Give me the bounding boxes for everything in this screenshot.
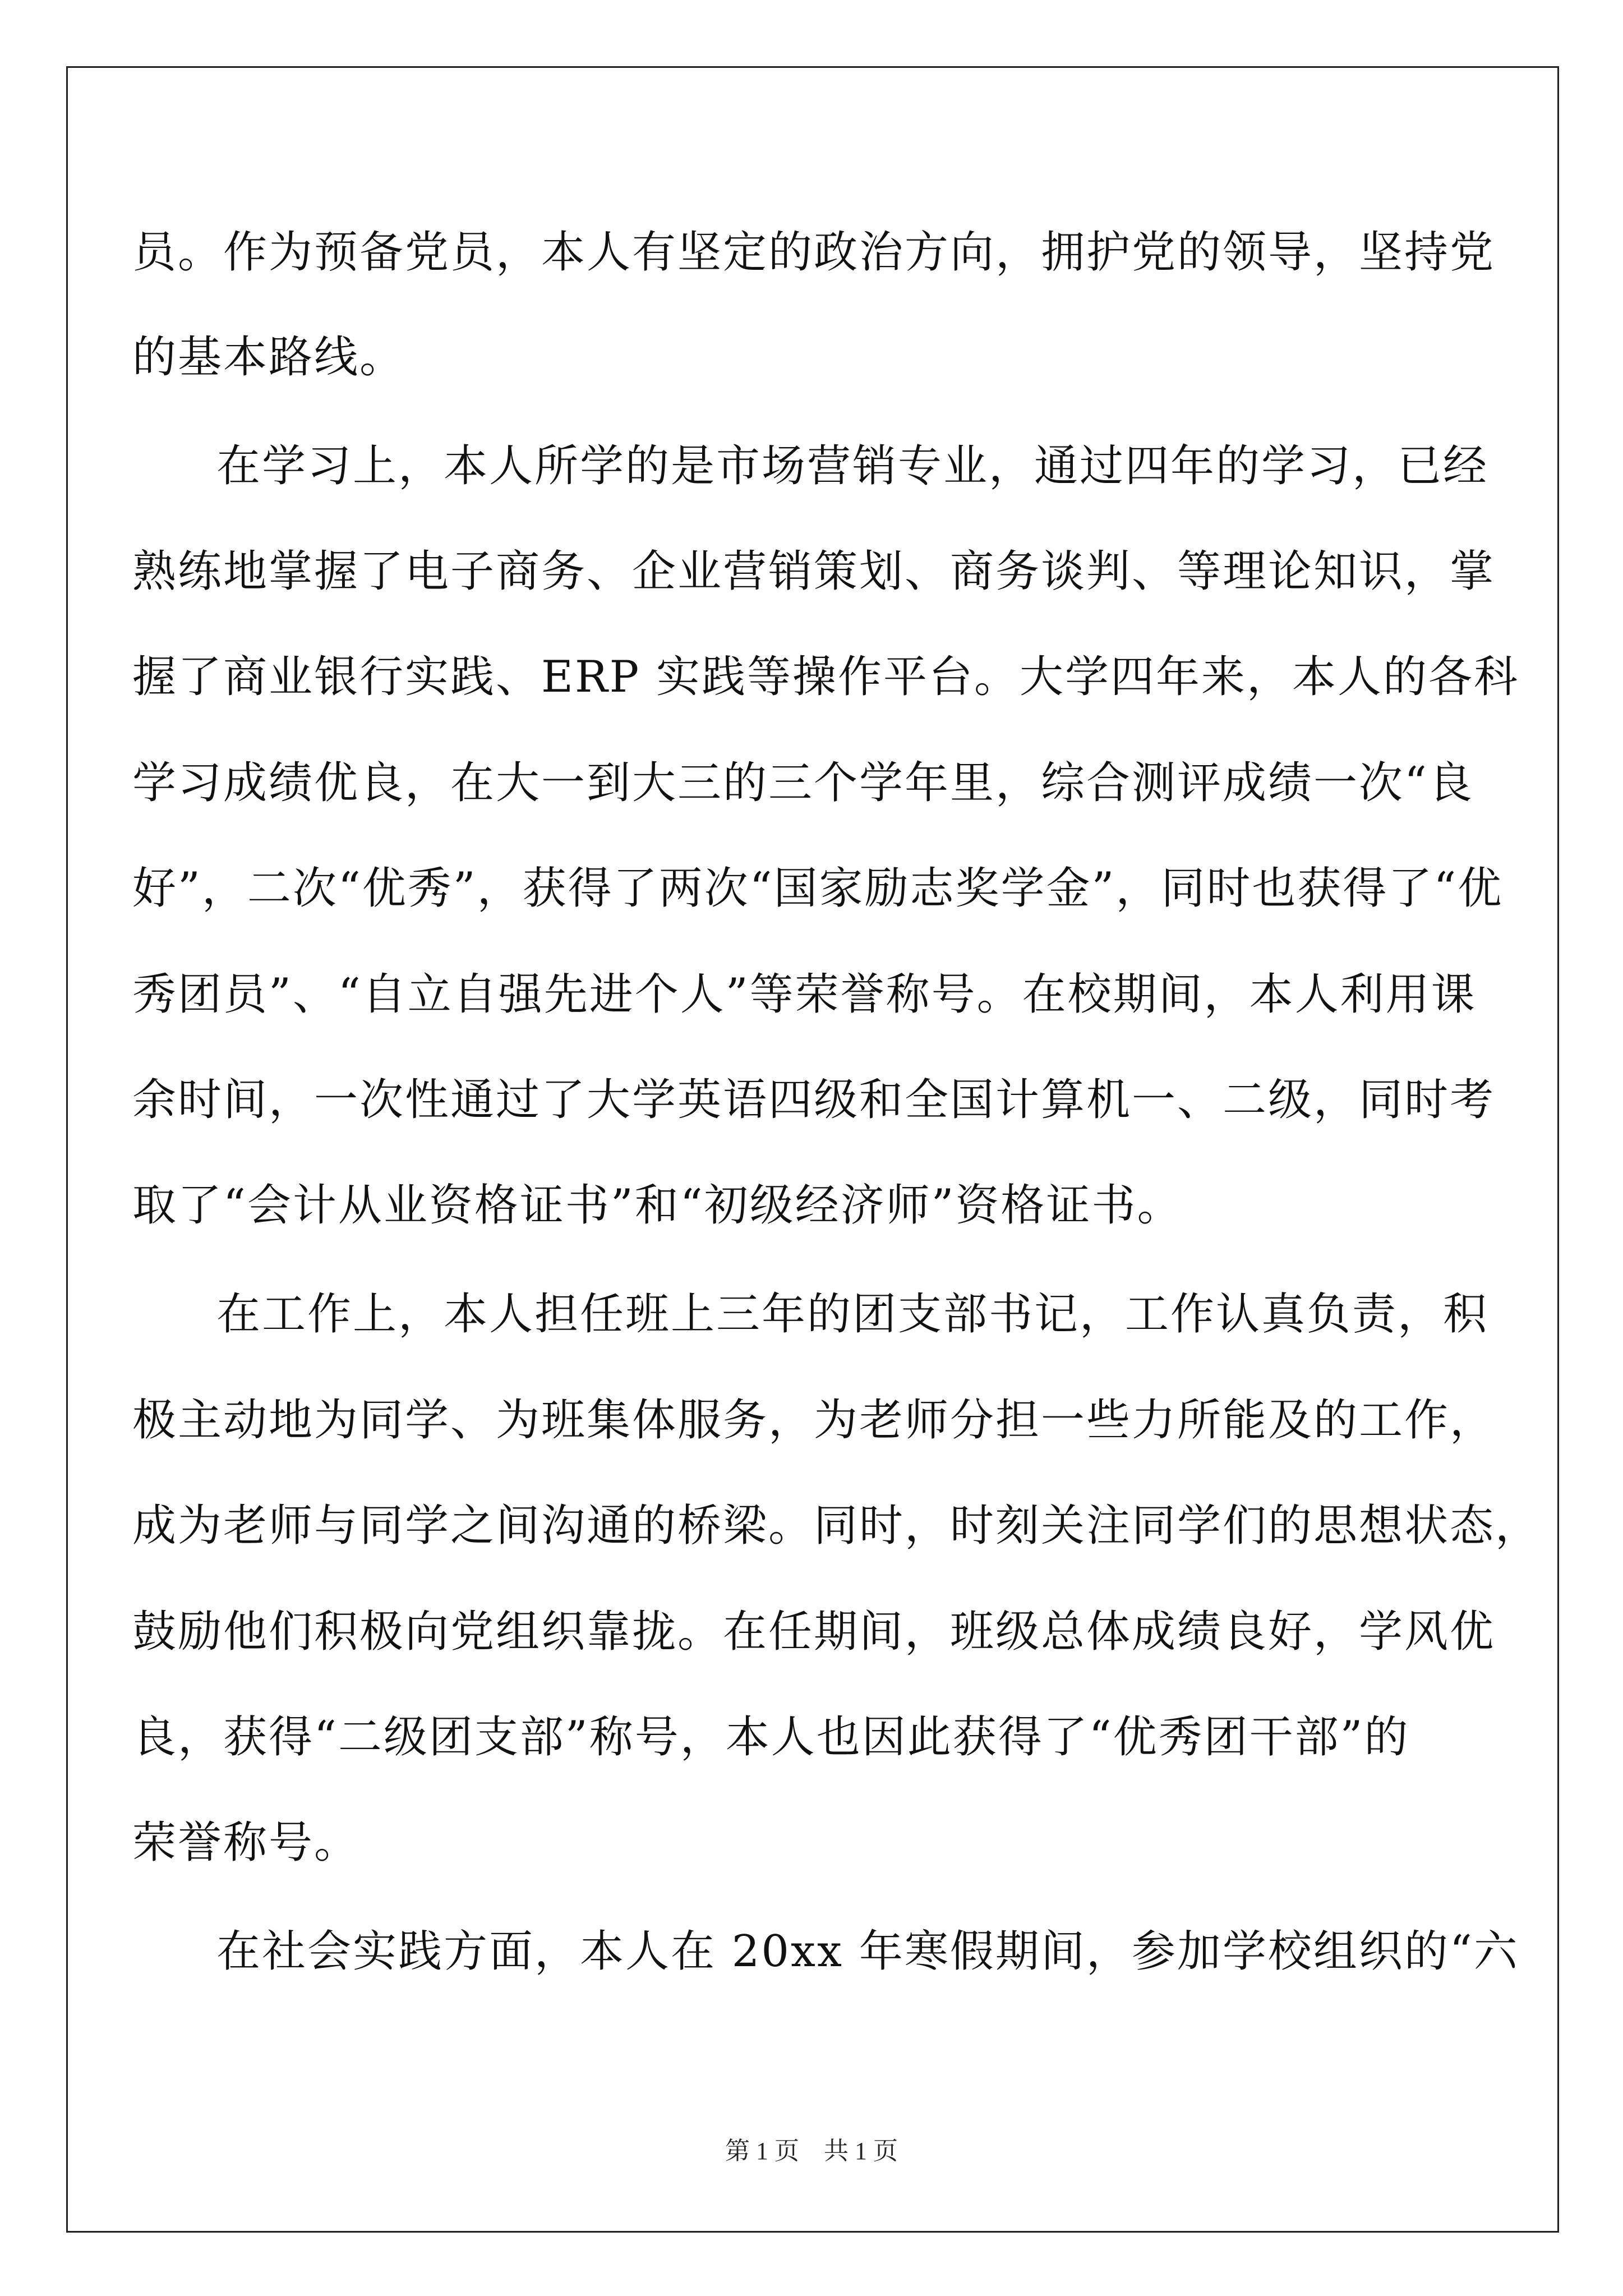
paragraph-start-line: 在工作上，本人担任班上三年的团支部书记，工作认真负责，积 bbox=[216, 1289, 1489, 1340]
page-border bbox=[66, 66, 1559, 2233]
page-number-footer: 第 1 页 共 1 页 bbox=[725, 2137, 898, 2165]
text-line: 学习成绩优良，在大一到大三的三个学年里，综合测评成绩一次“良 bbox=[132, 758, 1474, 808]
text-line: 员。作为预备党员，本人有坚定的政治方向，拥护党的领导，坚持党 bbox=[132, 227, 1496, 278]
text-line: 良，获得“二级团支部”称号，本人也因此获得了“优秀团干部”的 bbox=[132, 1712, 1410, 1763]
text-line: 秀团员”、“自立自强先进个人”等荣誉称号。在校期间，本人利用课 bbox=[132, 969, 1477, 1020]
text-line: 成为老师与同学之间沟通的桥梁。同时，时刻关注同学们的思想状态， bbox=[132, 1501, 1541, 1551]
text-line: 熟练地掌握了电子商务、企业营销策划、商务谈判、等理论知识，掌 bbox=[132, 546, 1496, 597]
text-line: 鼓励他们积极向党组织靠拢。在任期间，班级总体成绩良好，学风优 bbox=[132, 1607, 1496, 1657]
paragraph-start-line: 在社会实践方面，本人在 20xx 年寒假期间，参加学校组织的“六 bbox=[216, 1926, 1519, 1977]
text-line: 余时间，一次性通过了大学英语四级和全国计算机一、二级，同时考 bbox=[132, 1075, 1496, 1125]
text-line: 荣誉称号。 bbox=[132, 1818, 360, 1868]
paragraph-start-line: 在学习上，本人所学的是市场营销专业，通过四年的学习，已经 bbox=[216, 441, 1489, 491]
text-line: 极主动地为同学、为班集体服务，为老师分担一些力所能及的工作， bbox=[132, 1395, 1496, 1446]
text-line: 的基本路线。 bbox=[132, 332, 405, 383]
text-line: 好”，二次“优秀”，获得了两次“国家励志奖学金”，同时也获得了“优 bbox=[132, 863, 1504, 914]
text-line: 握了商业银行实践、ERP 实践等操作平台。大学四年来，本人的各科 bbox=[132, 652, 1519, 702]
text-line: 取了“会计从业资格证书”和“初级经济师”资格证书。 bbox=[132, 1180, 1183, 1231]
